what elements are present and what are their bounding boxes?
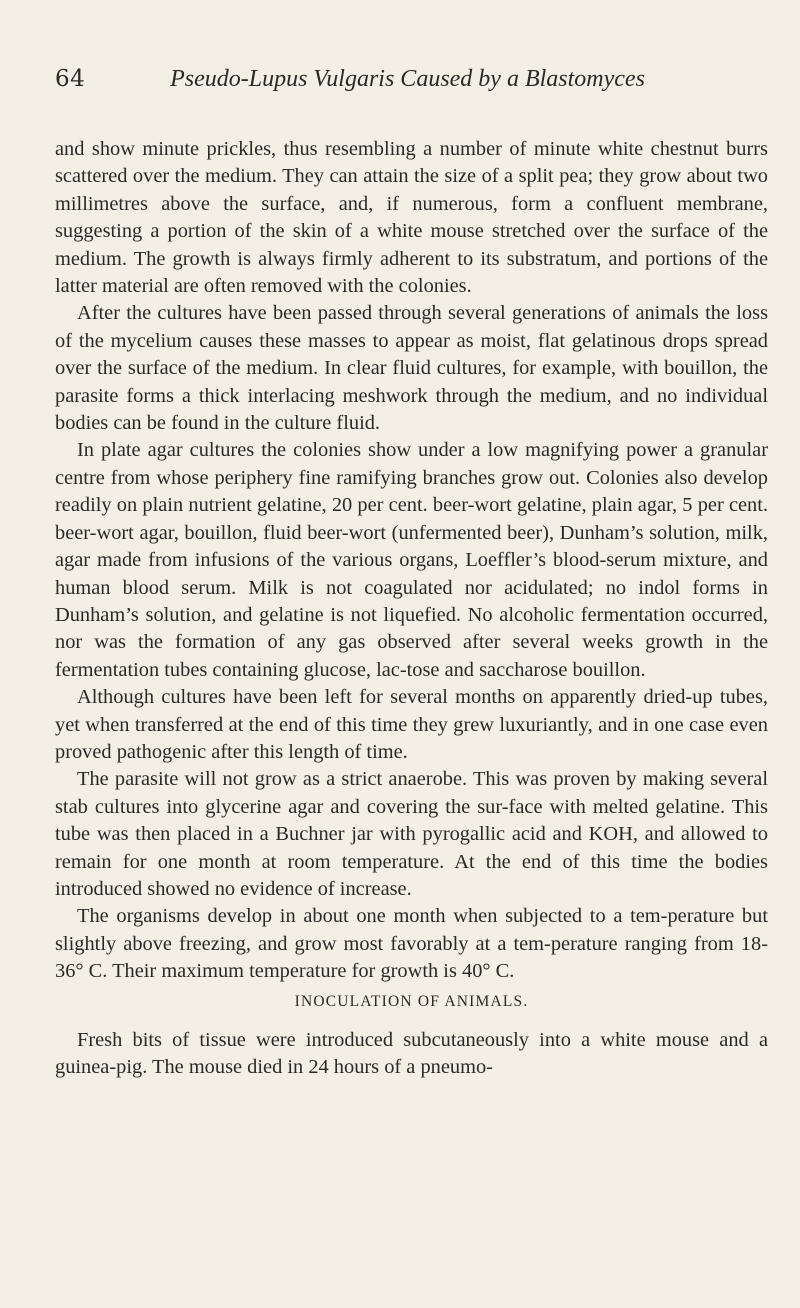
paragraph-final: Fresh bits of tissue were introduced subcutaneously into a white mouse and a guinea-pig. The mouse died in 24 hours of a pneumo- — [55, 1029, 768, 1079]
running-title: Pseudo-Lupus Vulgaris Caused by a Blastomyces — [170, 66, 645, 92]
paragraph-4: Although cultures have been left for several months on apparently dried-up tubes, yet when transferred at the end of this time they grew luxuriantly, and in one case even proved pathogenic after this length of time. — [55, 686, 768, 763]
paragraph-6: The organisms develop in about one month when subjected to a tem-perature but slightly above freezing, and grow most favorably at a tem-perature ranging from 18-36° C. Their maximum temperature for growth is 40° C. — [55, 905, 768, 983]
paragraph-2: After the cultures have been passed through several generations of animals the loss of the mycelium causes these masses to appear as moist, flat gelatinous drops spread over the surface of the medium. In clear fluid cultures, for example, with bouillon, the parasite forms a thick interlacing meshwork through the medium, and no individual bodies can be found in the culture fluid. — [55, 302, 768, 435]
paragraph-3: In plate agar cultures the colonies show under a low magnifying power a granular centre from whose periphery fine ramifying branches grow out. Colonies also develop readily on plain nutrient gelatine, 20 per cent. beer-wort gelatine, plain agar, 5 per cent. beer-wort agar, bouillon, fluid beer-wort (unfermented beer), Dunham’s solution, milk, agar made from infusions of the various organs, Loeffler’s blood-serum mixture, and human blood serum. Milk is not coagulated nor acidulated; no indol forms in Dunham’s solution, and gelatine is not liquefied. No alcoholic fermentation occurred, nor was the formation of any gas observed after several weeks growth in the fermentation tubes containing glucose, lac-tose and saccharose bouillon. — [55, 439, 768, 681]
body-text — [55, 136, 768, 1082]
paragraph-5: The parasite will not grow as a strict anaerobe. This was proven by making several stab cultures into glycerine agar and covering the sur-face with melted gelatine. This tube was then placed in a Buchner jar with pyrogallic acid and KOH, and allowed to remain for one month at room temperature. At the end of this time the bodies introduced showed no evidence of increase. — [55, 768, 768, 900]
section-heading: INOCULATION OF ANIMALS. — [294, 992, 529, 1010]
page-number: 64 — [55, 66, 86, 92]
page-header — [55, 66, 760, 106]
paragraph-1: and show minute prickles, thus resembling a number of minute white chestnut burrs scattered over the medium. They can attain the size of a split pea; they grow about two millimetres above the surface, and, if numerous, form a confluent membrane, suggesting a portion of the skin of a white mouse stretched over the surface of the medium. The growth is always firmly adherent to its substratum, and portions of the latter material are often removed with the colonies. — [55, 138, 768, 298]
